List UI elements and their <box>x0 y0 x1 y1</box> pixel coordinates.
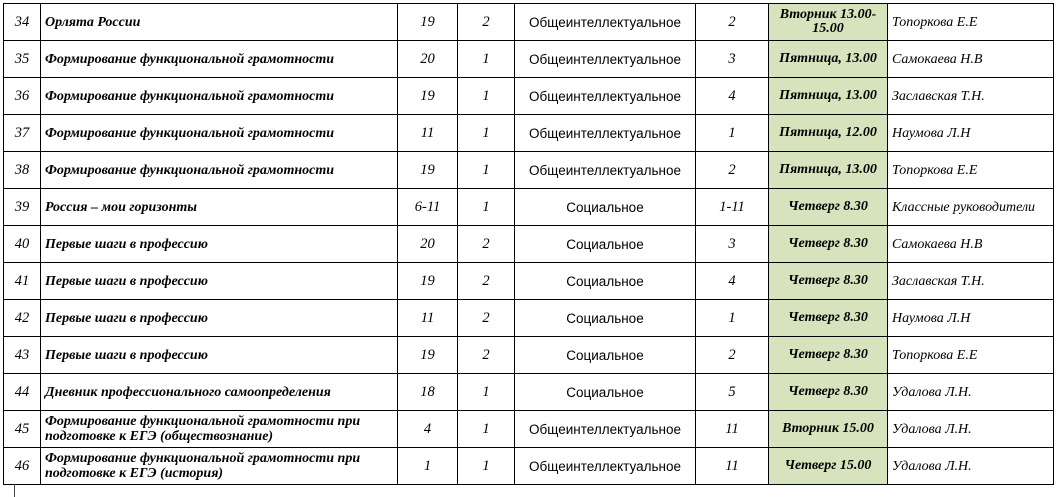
hours-count-cell: 2 <box>458 226 515 263</box>
class-level-cell: 4 <box>696 263 769 300</box>
row-number-cell: 46 <box>4 448 41 485</box>
grade-count-cell: 6-11 <box>398 189 458 226</box>
hours-count-cell: 1 <box>458 115 515 152</box>
hours-count-cell: 1 <box>458 374 515 411</box>
teacher-name-cell: Топоркова Е.Е <box>888 152 1054 189</box>
class-level-cell: 1-11 <box>696 189 769 226</box>
direction-cell: Общеинтеллектуальное <box>515 411 696 448</box>
activity-name-cell: Формирование функциональной грамотности <box>41 41 398 78</box>
activity-name-cell: Орлята России <box>41 4 398 41</box>
row-number-cell: 38 <box>4 152 41 189</box>
direction-cell: Социальное <box>515 226 696 263</box>
schedule-time-cell: Пятница, 13.00 <box>769 78 888 115</box>
schedule-time-cell: Четверг 8.30 <box>769 300 888 337</box>
grade-count-cell: 18 <box>398 374 458 411</box>
row-number-cell: 39 <box>4 189 41 226</box>
table-row <box>4 115 1054 152</box>
class-level-cell: 1 <box>696 115 769 152</box>
teacher-name-cell: Топоркова Е.Е <box>888 337 1054 374</box>
direction-cell: Общеинтеллектуальное <box>515 4 696 41</box>
hours-count-cell: 1 <box>458 448 515 485</box>
direction-cell: Социальное <box>515 374 696 411</box>
teacher-name-cell: Удалова Л.Н. <box>888 374 1054 411</box>
activity-name-cell: Дневник профессионального самоопределения <box>41 374 398 411</box>
teacher-name-cell: Самокаева Н.В <box>888 226 1054 263</box>
table-row <box>4 448 1054 485</box>
grade-count-cell: 19 <box>398 263 458 300</box>
class-level-cell: 11 <box>696 448 769 485</box>
table-row <box>4 189 1054 226</box>
teacher-name-cell: Топоркова Е.Е <box>888 4 1054 41</box>
row-number-cell: 43 <box>4 337 41 374</box>
class-level-cell: 2 <box>696 4 769 41</box>
grade-count-cell: 19 <box>398 152 458 189</box>
hours-count-cell: 1 <box>458 411 515 448</box>
class-level-cell: 1 <box>696 300 769 337</box>
row-number-cell: 37 <box>4 115 41 152</box>
direction-cell: Социальное <box>515 263 696 300</box>
schedule-time-cell: Пятница, 12.00 <box>769 115 888 152</box>
schedule-time-cell: Пятница, 13.00 <box>769 41 888 78</box>
table-row <box>4 263 1054 300</box>
row-number-cell: 42 <box>4 300 41 337</box>
teacher-name-cell: Удалова Л.Н. <box>888 448 1054 485</box>
hours-count-cell: 2 <box>458 263 515 300</box>
row-number-cell: 34 <box>4 4 41 41</box>
schedule-time-cell: Четверг 15.00 <box>769 448 888 485</box>
activity-name-cell: Первые шаги в профессию <box>41 300 398 337</box>
teacher-name-cell: Заславская Т.Н. <box>888 78 1054 115</box>
text-cursor <box>14 484 15 497</box>
activity-name-cell: Формирование функциональной грамотности <box>41 78 398 115</box>
grade-count-cell: 20 <box>398 41 458 78</box>
hours-count-cell: 1 <box>458 41 515 78</box>
grade-count-cell: 19 <box>398 337 458 374</box>
class-level-cell: 5 <box>696 374 769 411</box>
table-row <box>4 411 1054 448</box>
direction-cell: Социальное <box>515 337 696 374</box>
class-level-cell: 2 <box>696 337 769 374</box>
grade-count-cell: 4 <box>398 411 458 448</box>
table-row <box>4 78 1054 115</box>
activity-name-cell: Россия – мои горизонты <box>41 189 398 226</box>
row-number-cell: 35 <box>4 41 41 78</box>
grade-count-cell: 19 <box>398 4 458 41</box>
schedule-time-cell: Четверг 8.30 <box>769 263 888 300</box>
hours-count-cell: 2 <box>458 4 515 41</box>
hours-count-cell: 1 <box>458 189 515 226</box>
activity-name-cell: Первые шаги в профессию <box>41 337 398 374</box>
table-row <box>4 374 1054 411</box>
row-number-cell: 40 <box>4 226 41 263</box>
teacher-name-cell: Классные руководители <box>888 189 1054 226</box>
grade-count-cell: 19 <box>398 78 458 115</box>
class-level-cell: 3 <box>696 226 769 263</box>
table-row <box>4 300 1054 337</box>
teacher-name-cell: Наумова Л.Н <box>888 115 1054 152</box>
activity-name-cell: Первые шаги в профессию <box>41 226 398 263</box>
table-row <box>4 41 1054 78</box>
teacher-name-cell: Самокаева Н.В <box>888 41 1054 78</box>
row-number-cell: 41 <box>4 263 41 300</box>
grade-count-cell: 1 <box>398 448 458 485</box>
teacher-name-cell: Заславская Т.Н. <box>888 263 1054 300</box>
activity-name-cell: Формирование функциональной грамотности <box>41 115 398 152</box>
schedule-time-cell: Вторник 13.00-15.00 <box>769 4 888 41</box>
schedule-time-cell: Четверг 8.30 <box>769 374 888 411</box>
activity-name-cell: Формирование функциональной грамотности при подготовке к ЕГЭ (обществознание) <box>41 411 398 448</box>
direction-cell: Социальное <box>515 300 696 337</box>
row-number-cell: 45 <box>4 411 41 448</box>
direction-cell: Общеинтеллектуальное <box>515 448 696 485</box>
direction-cell: Общеинтеллектуальное <box>515 115 696 152</box>
grade-count-cell: 11 <box>398 115 458 152</box>
class-level-cell: 11 <box>696 411 769 448</box>
teacher-name-cell: Удалова Л.Н. <box>888 411 1054 448</box>
hours-count-cell: 2 <box>458 337 515 374</box>
schedule-time-cell: Четверг 8.30 <box>769 226 888 263</box>
hours-count-cell: 1 <box>458 78 515 115</box>
table-row <box>4 152 1054 189</box>
class-level-cell: 4 <box>696 78 769 115</box>
row-number-cell: 44 <box>4 374 41 411</box>
direction-cell: Общеинтеллектуальное <box>515 78 696 115</box>
grade-count-cell: 20 <box>398 226 458 263</box>
schedule-time-cell: Четверг 8.30 <box>769 189 888 226</box>
table-row <box>4 337 1054 374</box>
hours-count-cell: 2 <box>458 300 515 337</box>
schedule-table <box>3 3 1054 485</box>
activity-name-cell: Первые шаги в профессию <box>41 263 398 300</box>
direction-cell: Общеинтеллектуальное <box>515 41 696 78</box>
teacher-name-cell: Наумова Л.Н <box>888 300 1054 337</box>
direction-cell: Общеинтеллектуальное <box>515 152 696 189</box>
class-level-cell: 3 <box>696 41 769 78</box>
schedule-time-cell: Пятница, 13.00 <box>769 152 888 189</box>
direction-cell: Социальное <box>515 189 696 226</box>
grade-count-cell: 11 <box>398 300 458 337</box>
schedule-time-cell: Вторник 15.00 <box>769 411 888 448</box>
hours-count-cell: 1 <box>458 152 515 189</box>
row-number-cell: 36 <box>4 78 41 115</box>
activity-name-cell: Формирование функциональной грамотности <box>41 152 398 189</box>
table-row <box>4 226 1054 263</box>
class-level-cell: 2 <box>696 152 769 189</box>
table-row <box>4 4 1054 41</box>
schedule-time-cell: Четверг 8.30 <box>769 337 888 374</box>
table-body <box>4 4 1054 485</box>
activity-name-cell: Формирование функциональной грамотности при подготовке к ЕГЭ (история) <box>41 448 398 485</box>
